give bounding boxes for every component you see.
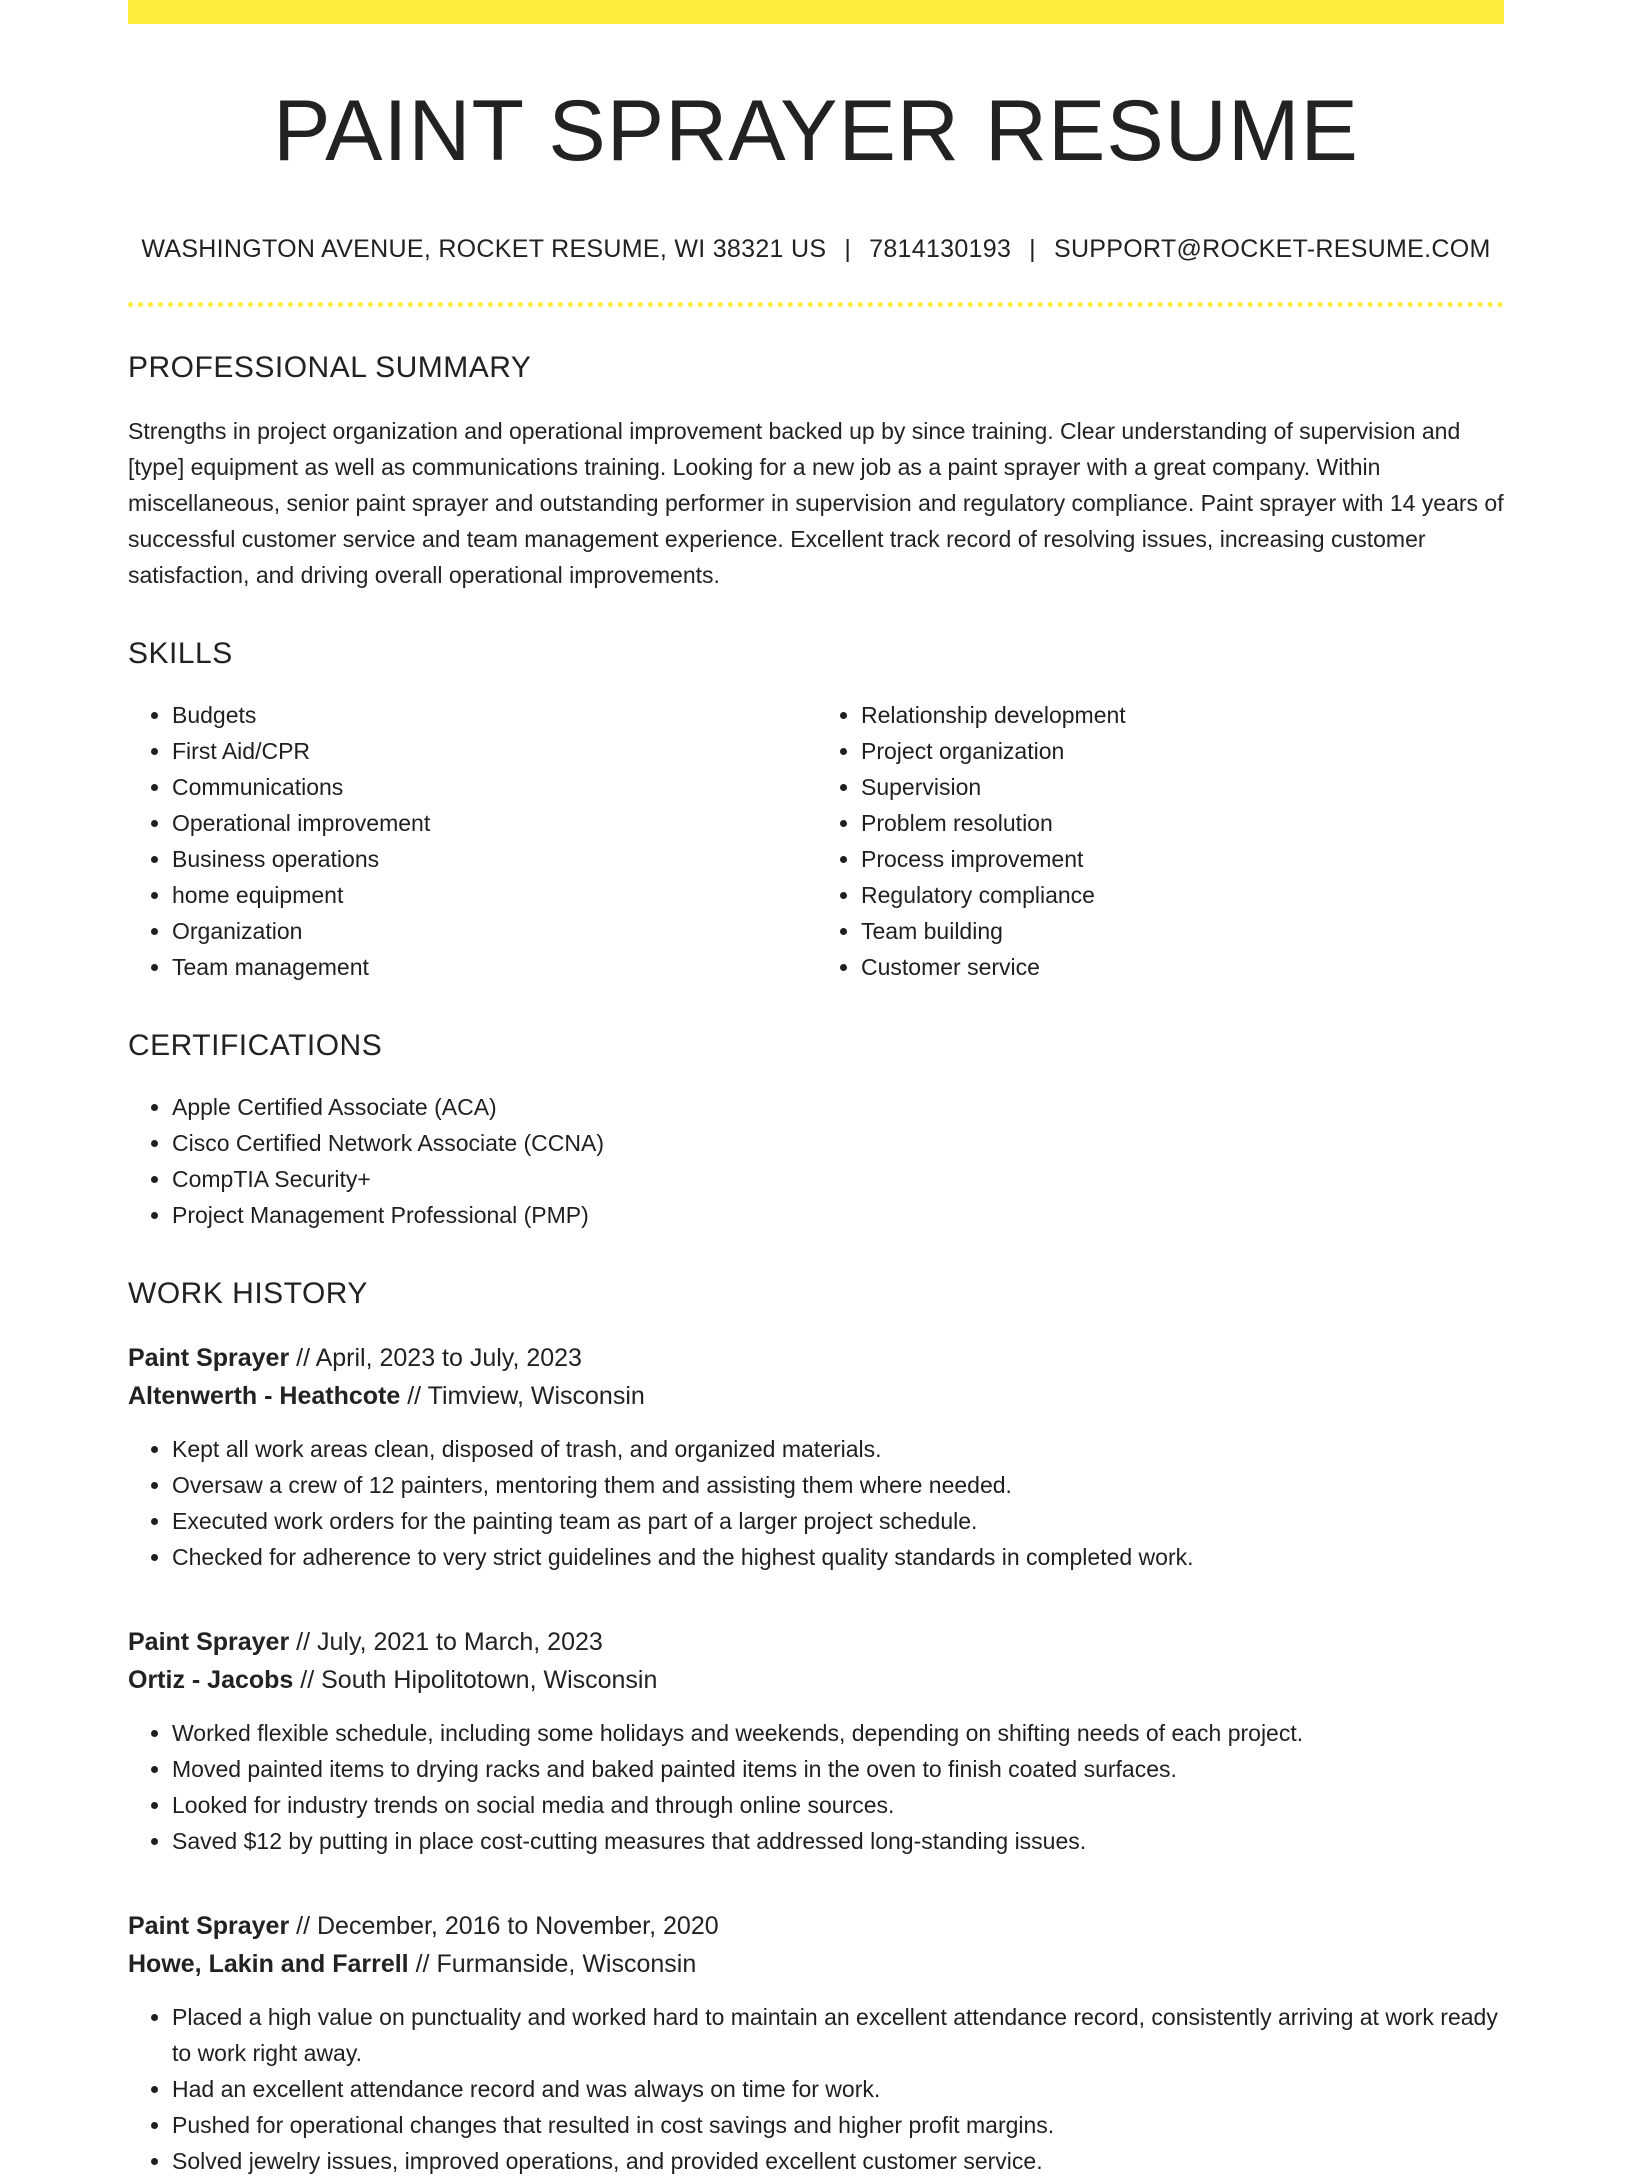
list-item: • Regulatory compliance: [861, 877, 1504, 913]
job-dates: July, 2021 to March, 2023: [316, 1627, 603, 1656]
job-divider: //: [408, 1949, 437, 1978]
job-company-line: [128, 1945, 1504, 1983]
contact-separator: |: [1029, 234, 1036, 263]
job-title-line: [128, 1339, 1504, 1377]
list-item: • Business operations: [172, 841, 815, 877]
accent-bar: [128, 0, 1504, 24]
contact-address: WASHINGTON AVENUE, ROCKET RESUME, WI 38321 US: [141, 234, 827, 263]
list-item: • Had an excellent attendance record and was always on time for work.: [172, 2071, 1504, 2107]
list-item: • Operational improvement: [172, 805, 815, 841]
skills-list-left: [128, 697, 815, 985]
list-item: • Pushed for operational changes that resulted in cost savings and higher profit margins.: [172, 2107, 1504, 2143]
job-location: Furmanside, Wisconsin: [436, 1949, 697, 1978]
section-heading: SKILLS: [128, 636, 233, 670]
skills-columns: [128, 671, 1504, 985]
section-heading: PROFESSIONAL SUMMARY: [128, 350, 532, 384]
list-item: • Kept all work areas clean, disposed of trash, and organized materials.: [172, 1431, 1504, 1467]
list-item: • Customer service: [861, 949, 1504, 985]
job-title-line: [128, 1623, 1504, 1661]
list-item: • Saved $12 by putting in place cost-cutting measures that addressed long-standing issues.: [172, 1823, 1504, 1859]
certifications-section: [128, 1029, 1504, 1233]
job-dates: December, 2016 to November, 2020: [316, 1911, 719, 1940]
dotted-divider: [128, 302, 1504, 307]
job-bullets: [128, 1715, 1504, 1859]
list-item: • Process improvement: [861, 841, 1504, 877]
job-divider: //: [293, 1665, 322, 1694]
list-item: • Cisco Certified Network Associate (CCNA): [172, 1125, 1504, 1161]
summary-section: [128, 351, 1504, 593]
job-bullets: [128, 1431, 1504, 1575]
list-item: • Organization: [172, 913, 815, 949]
list-item: • Looked for industry trends on social media and through online sources.: [172, 1787, 1504, 1823]
job-entry: [128, 1339, 1504, 1575]
job-location: Timview, Wisconsin: [427, 1381, 645, 1410]
job-divider: //: [289, 1343, 316, 1372]
job-title-line: [128, 1907, 1504, 1945]
list-item: • Moved painted items to drying racks and baked painted items in the oven to finish coated surfaces.: [172, 1751, 1504, 1787]
contact-phone: 7814130193: [869, 234, 1012, 263]
contact-line: [128, 235, 1504, 264]
list-item: • Oversaw a crew of 12 painters, mentoring them and assisting them where needed.: [172, 1467, 1504, 1503]
list-item: • Relationship development: [861, 697, 1504, 733]
job-company: Altenwerth - Heathcote: [128, 1381, 401, 1410]
list-item: • Communications: [172, 769, 815, 805]
job-title: Paint Sprayer: [128, 1911, 290, 1940]
list-item: • Apple Certified Associate (ACA): [172, 1089, 1504, 1125]
page-title: PAINT SPRAYER RESUME: [273, 83, 1359, 179]
section-heading: WORK HISTORY: [128, 1276, 368, 1310]
section-heading: CERTIFICATIONS: [128, 1028, 383, 1062]
job-dates: April, 2023 to July, 2023: [315, 1343, 582, 1372]
job-company-line: [128, 1377, 1504, 1415]
list-item: • Project organization: [861, 733, 1504, 769]
contact-separator: |: [844, 234, 852, 263]
list-item: • CompTIA Security+: [172, 1161, 1504, 1197]
job-divider: //: [289, 1911, 317, 1940]
list-item: • Budgets: [172, 697, 815, 733]
job-divider: //: [400, 1381, 428, 1410]
certifications-list: [128, 1089, 1504, 1233]
skills-section: [128, 637, 1504, 985]
resume-page: [128, 0, 1504, 2179]
list-item: • Project Management Professional (PMP): [172, 1197, 1504, 1233]
list-item: • First Aid/CPR: [172, 733, 815, 769]
job-divider: //: [289, 1627, 317, 1656]
list-item: • Worked flexible schedule, including some holidays and weekends, depending on shifting needs of each project.: [172, 1715, 1504, 1751]
job-location: South Hipolitotown, Wisconsin: [321, 1665, 658, 1694]
contact-email: SUPPORT@ROCKET-RESUME.COM: [1053, 234, 1491, 263]
list-item: • Executed work orders for the painting team as part of a larger project schedule.: [172, 1503, 1504, 1539]
list-item: • home equipment: [172, 877, 815, 913]
job-company: Howe, Lakin and Farrell: [128, 1949, 409, 1978]
list-item: • Team building: [861, 913, 1504, 949]
job-entry: [128, 1623, 1504, 1859]
job-company-line: [128, 1661, 1504, 1699]
job-title: Paint Sprayer: [128, 1343, 290, 1372]
list-item: • Supervision: [861, 769, 1504, 805]
job-company: Ortiz - Jacobs: [128, 1665, 294, 1694]
work-history-section: [128, 1277, 1504, 2179]
list-item: • Problem resolution: [861, 805, 1504, 841]
skills-list-right: [815, 697, 1504, 985]
list-item: • Team management: [172, 949, 815, 985]
job-title: Paint Sprayer: [128, 1627, 290, 1656]
job-bullets: [128, 1999, 1504, 2179]
summary-text: Strengths in project organization and operational improvement backed up by since training. Clear understanding of supervision and [type] equipment as well as communications training. Looking for a new job as a paint sprayer with a great company. Within miscellaneous, senior paint sprayer and outstanding performer in supervision and regulatory compliance. Paint sprayer with 14 years of successful customer service and team management experience. Excellent track record of resolving issues, increasing customer satisfaction, and driving overall operational improvements.: [128, 417, 1504, 588]
list-item: • Checked for adherence to very strict guidelines and the highest quality standards in completed work.: [172, 1539, 1504, 1575]
list-item: • Solved jewelry issues, improved operations, and provided excellent customer service.: [172, 2143, 1504, 2179]
list-item: • Placed a high value on punctuality and worked hard to maintain an excellent attendance record, consistently arriving at work ready to work right away.: [172, 1999, 1504, 2071]
job-entry: [128, 1907, 1504, 2179]
